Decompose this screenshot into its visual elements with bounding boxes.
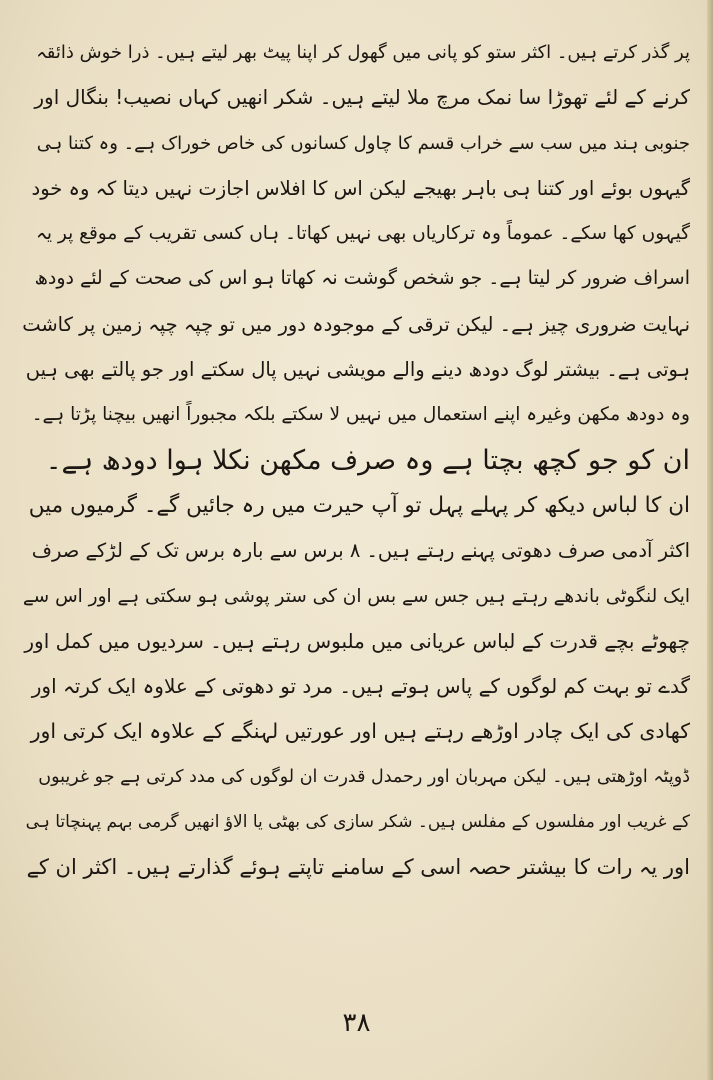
text-line-1: پر گذر کرتے ہیں۔ اکثر ستو کو پانی میں گھول کر اپنا پیٹ بھر لیتے ہیں۔ ذرا خوش ذائقہ: [36, 42, 690, 63]
text-line-3: جنوبی ہند میں سب سے خراب قسم کا چاول کسانوں کی خاص خوراک ہے۔ وہ کتنا ہی: [36, 132, 690, 154]
text-line-19: اور یہ رات کا بیشتر حصہ اسی کے سامنے تاپتے ہوئے گذارتے ہیں۔ اکثر ان کے: [26, 855, 690, 880]
text-line-16: کھادی کی ایک چادر اوڑھے رہتے ہیں اور عورتیں لہنگے کے علاوہ ایک کرتی اور: [30, 719, 690, 744]
text-line-4: گیہوں بوئے اور کتنا ہی باہر بھیجے لیکن اس کا افلاس اجازت نہیں دیتا کہ وہ خود: [31, 176, 690, 200]
text-line-14: چھوٹے بچے قدرت کے لباس عریانی میں ملبوس رہتے ہیں۔ سردیوں میں کمل اور: [24, 628, 690, 653]
text-line-13: ایک لنگوٹی باندھے رہتے ہیں جس سے بس ان کی ستر پوشی ہو سکتی ہے اور اس سے: [22, 585, 690, 607]
text-line-2: کرنے کے لئے تھوڑا سا نمک مرچ ملا لیتے ہیں۔ شکر انھیں کہاں نصیب! بنگال اور: [34, 85, 690, 110]
text-line-18: کے غریب اور مفلسوں کے مفلس ہیں۔ شکر سازی کی بھٹی یا الاؤ انھیں گرمی بہم پہنچاتا ہی: [25, 812, 690, 833]
text-line-15: گدے تو بہت کم لوگوں کے پاس ہوتے ہیں۔ مرد تو دھوتی کے علاوہ ایک کرتہ اور: [31, 674, 690, 699]
text-line-17: ڈوپٹہ اوڑھتی ہیں۔ لیکن مہربان اور رحمدل قدرت ان لوگوں کی مدد کرتی ہے جو غریبوں: [38, 766, 690, 787]
text-line-8: ہوتی ہے۔ بیشتر لوگ دودھ دینے والے مویشی نہیں پال سکتے اور جو پالتے بھی ہیں: [25, 358, 690, 382]
text-line-5: گیہوں کھا سکے۔ عموماً وہ ترکاریاں بھی نہیں کھاتا۔ ہاں کسی تقریب کے موقع پر یہ: [36, 223, 690, 245]
body-text: [22, 30, 690, 891]
text-line-12: اکثر آدمی صرف دھوتی پہنے رہتے ہیں۔ ۸ برس سے بارہ برس تک کے لڑکے صرف: [31, 539, 690, 563]
text-line-6: اسراف ضرور کر لیتا ہے۔ جو شخص گوشت نہ کھاتا ہو اس کی صحت کے لئے دودھ: [34, 267, 690, 290]
page-number: ۳۸: [342, 1008, 371, 1038]
page-edge: [707, 0, 713, 1080]
text-line-7: نہایت ضروری چیز ہے۔ لیکن ترقی کے موجودہ دور میں تو چپہ چپہ زمین پر کاشت: [22, 312, 690, 336]
text-line-11: ان کا لباس دیکھ کر پہلے پہل تو آپ حیرت میں رہ جائیں گے۔ گرمیوں میں: [28, 492, 690, 518]
text-line-10: ان کو جو کچھ بچتا ہے وہ صرف مکھن نکلا ہوا دودھ ہے۔: [45, 444, 690, 476]
text-line-9: وہ دودھ مکھن وغیرہ اپنے استعمال میں نہیں لا سکتے بلکہ مجبوراً انھیں بیچنا پڑتا ہے۔: [31, 404, 690, 426]
